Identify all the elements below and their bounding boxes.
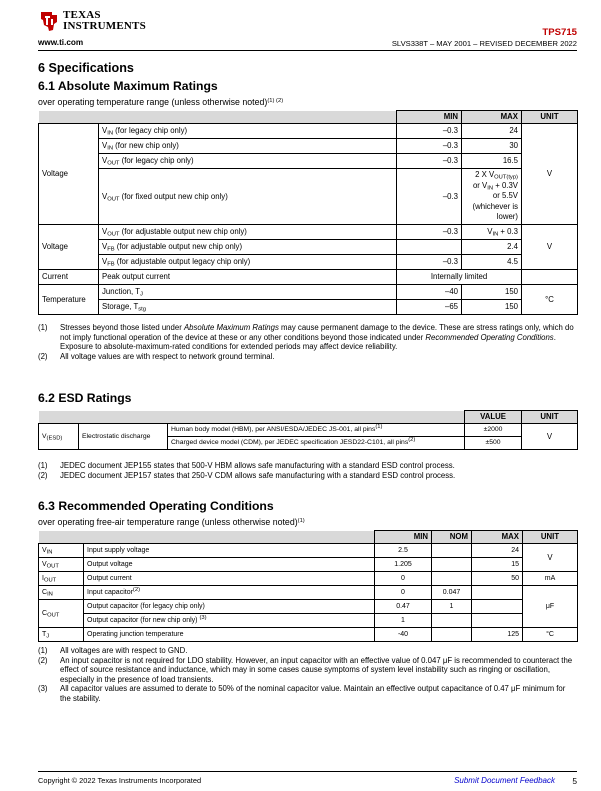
- peak-value: Internally limited: [397, 270, 522, 285]
- max: 24: [462, 124, 522, 139]
- max: 50: [472, 572, 523, 586]
- note-emph: Absolute Maximum Ratings: [183, 323, 279, 332]
- table-row: [39, 169, 578, 225]
- col-unit: UNIT: [523, 531, 578, 544]
- roc-notes: [38, 646, 578, 704]
- table-row: [39, 255, 578, 270]
- note-number: (2): [38, 655, 48, 665]
- storage-sub: stg: [138, 306, 146, 313]
- footnote: [38, 352, 578, 362]
- note-text: All capacitor values are assumed to derate to 50% of the nominal capacitor value. Maintain an effective output capacitance of 0.47 μF minimum for the stability.: [60, 684, 566, 703]
- desc: Output capacitor (for legacy chip only): [84, 600, 375, 614]
- col-max: MAX: [472, 531, 523, 544]
- sym-sub: FB: [107, 261, 115, 268]
- note-emph: Recommended Operating Conditions: [425, 332, 554, 342]
- group-temperature: Temperature: [39, 285, 99, 315]
- footnote: [38, 471, 578, 481]
- note-number: (1): [38, 646, 48, 655]
- revision-text: SLVS338T – MAY 2001 – REVISED DECEMBER 2022: [391, 39, 577, 48]
- unit: V: [522, 225, 578, 270]
- sym: V: [102, 156, 108, 166]
- unit: V: [522, 424, 578, 450]
- unit: V: [522, 124, 578, 225]
- junction-sub: J: [140, 291, 143, 298]
- logo-line-2: INSTRUMENTS: [63, 19, 146, 32]
- desc: (for legacy chip only): [119, 156, 194, 166]
- cdm-value: ±500: [465, 437, 522, 450]
- table-row: [39, 300, 578, 315]
- col-unit: UNIT: [522, 111, 578, 124]
- fixed-max-cell: [462, 169, 522, 225]
- sym: C: [42, 609, 48, 617]
- max: 30: [462, 139, 522, 154]
- sym-sub: OUT: [46, 563, 59, 570]
- sym-sub: OUT: [107, 160, 120, 167]
- unit: mA: [523, 572, 578, 586]
- group-voltage: Voltage: [39, 124, 99, 225]
- table-header-row: [39, 531, 578, 544]
- table-row: [39, 614, 578, 628]
- min: –65: [397, 300, 462, 315]
- note-text: All voltage values are with respect to network ground terminal.: [60, 351, 275, 361]
- part-number[interactable]: TPS715: [542, 27, 577, 38]
- esd-label: Electrostatic discharge: [79, 424, 168, 450]
- col-min: MIN: [375, 531, 432, 544]
- note-text: . Exposure to absolute-maximum-rated conditions for extended periods may affect device reliability.: [60, 332, 556, 352]
- min: –0.3: [397, 255, 462, 270]
- note-text: JEDEC document JEP157 states that 250-V CDM allows safe manufacturing with a standard ESD control process.: [60, 470, 456, 480]
- desc: Input supply voltage: [84, 544, 375, 558]
- group-current: Current: [39, 270, 99, 285]
- note-text: Stresses beyond those listed under: [60, 323, 184, 332]
- table-row: [39, 600, 578, 614]
- amr-title: 6.1 Absolute Maximum Ratings: [38, 79, 218, 93]
- table-row: [39, 572, 578, 586]
- storage-label: Storage, T: [102, 302, 139, 312]
- desc-note[interactable]: (2): [132, 586, 141, 593]
- sym-sub: OUT: [107, 196, 120, 203]
- desc-note[interactable]: (3): [199, 614, 207, 621]
- desc: Output current: [84, 572, 375, 586]
- ti-logo[interactable]: [38, 10, 146, 32]
- max: 150: [462, 285, 522, 300]
- min: –0.3: [397, 154, 462, 169]
- roc-caption-note[interactable]: (1): [297, 518, 305, 524]
- desc: (for adjustable output new chip only): [114, 242, 243, 252]
- sym-sub: IN: [107, 130, 114, 137]
- adj-max: V: [487, 227, 493, 237]
- fixed-max-line-2: or V: [472, 180, 488, 190]
- sym: V: [102, 257, 108, 267]
- nom: 0.047: [432, 586, 472, 600]
- amr-caption: [38, 97, 283, 107]
- page-number: 5: [572, 776, 577, 786]
- max: 150: [462, 300, 522, 315]
- sym-sub: IN: [47, 591, 53, 598]
- fixed-max-line-1: 2 X V: [475, 170, 495, 180]
- fixed-max-line-2-post: + 0.3V: [493, 180, 518, 190]
- footer-divider: [38, 771, 577, 772]
- max: 15: [472, 558, 523, 572]
- section-title: 6 Specifications: [38, 61, 134, 75]
- esd-notes: [38, 461, 578, 480]
- roc-caption-text: over operating free-air temperature range (unless otherwise noted): [38, 517, 298, 527]
- amr-table: [38, 110, 578, 315]
- col-max: MAX: [462, 111, 522, 124]
- table-row: [39, 124, 578, 139]
- table-row: [39, 544, 578, 558]
- sym: C: [42, 588, 48, 596]
- unit: °C: [522, 285, 578, 315]
- footnote: [38, 323, 578, 352]
- ti-logo-icon: [38, 10, 60, 32]
- sym-sub: IN: [107, 145, 114, 152]
- sym: T: [42, 630, 47, 638]
- note-text: JEDEC document JEP155 states that 500-V HBM allows safe manufacturing with a standard ESD control process.: [60, 461, 455, 470]
- col-unit: UNIT: [522, 411, 578, 424]
- unit: °C: [523, 628, 578, 642]
- cdm-text: Charged device model (CDM), per JEDEC specification JESD22-C101, all pins: [171, 439, 409, 447]
- sym: V: [102, 126, 108, 136]
- sym: V: [42, 546, 47, 554]
- copyright: Copyright © 2022 Texas Instruments Incorporated: [38, 776, 202, 785]
- website-link[interactable]: www.ti.com: [38, 38, 84, 47]
- fixed-max-line-3: or 5.5V: [492, 191, 518, 201]
- fixed-max-line-4: (whichever is: [472, 201, 518, 211]
- amr-caption-text: over operating temperature range (unless otherwise noted): [38, 97, 268, 107]
- table-row: [39, 628, 578, 642]
- desc: Output capacitor (for new chip only): [87, 616, 200, 624]
- group-voltage-2: Voltage: [39, 225, 99, 270]
- fixed-max-sub-1: OUT(typ): [494, 174, 518, 181]
- cdm-note[interactable]: (2): [408, 437, 416, 444]
- max: 24: [472, 544, 523, 558]
- sym: V: [102, 141, 108, 151]
- submit-feedback-link[interactable]: Submit Document Feedback: [454, 776, 555, 785]
- desc: Operating junction temperature: [84, 628, 375, 642]
- sym: V: [102, 227, 108, 237]
- adj-max-sub: IN: [492, 231, 499, 238]
- max: 16.5: [462, 154, 522, 169]
- col-min: MIN: [397, 111, 462, 124]
- table-row: [39, 270, 578, 285]
- max: 4.5: [462, 255, 522, 270]
- min: –40: [397, 285, 462, 300]
- col-nom: NOM: [432, 531, 472, 544]
- table-row: [39, 139, 578, 154]
- note-number: (3): [38, 684, 48, 694]
- page-header: [38, 8, 577, 48]
- min: [397, 240, 462, 255]
- esd-sym: V: [42, 432, 47, 440]
- sym: I: [42, 574, 44, 582]
- esd-title: 6.2 ESD Ratings: [38, 391, 132, 405]
- esd-table: [38, 410, 578, 450]
- desc: (for legacy chip only): [113, 126, 188, 136]
- sym: V: [42, 560, 47, 568]
- min: –0.3: [397, 124, 462, 139]
- min: –0.3: [397, 169, 462, 225]
- junction-label: Junction, T: [102, 287, 140, 297]
- desc: Input capacitor: [87, 588, 133, 596]
- header-divider: [38, 50, 577, 51]
- sym: V: [102, 191, 108, 201]
- min: –0.3: [397, 225, 462, 240]
- roc-caption: [38, 517, 305, 527]
- fixed-max-sub-2: IN: [487, 185, 494, 192]
- unit: μF: [523, 586, 578, 628]
- note-text: An input capacitor is not required for LDO stability. However, an input capacitor with an effective value of 0.047 μF is recommended to counteract the effect of source resistance and inductance, which may in some cases cause symptoms of system level instability such as ringing or oscillation, especially in the presence of load transients.: [60, 655, 573, 684]
- table-header-row: [39, 411, 578, 424]
- desc: (for adjustable output new chip only): [119, 227, 247, 237]
- nom: 1: [432, 600, 472, 614]
- sym-sub: IN: [46, 549, 53, 556]
- amr-notes: [38, 323, 578, 361]
- min: -40: [375, 628, 432, 642]
- roc-table: [38, 530, 578, 642]
- sym-sub: OUT: [107, 231, 120, 238]
- min: 0.47: [375, 600, 432, 614]
- hbm-note[interactable]: (1): [375, 424, 383, 431]
- note-number: (1): [38, 461, 48, 470]
- note-number: (2): [38, 351, 48, 361]
- table-row: [39, 225, 578, 240]
- amr-caption-notes[interactable]: (1) (2): [267, 98, 284, 104]
- roc-title: 6.3 Recommended Operating Conditions: [38, 499, 274, 513]
- desc: Output voltage: [84, 558, 375, 572]
- sym-sub: OUT: [47, 612, 60, 619]
- table-row: [39, 240, 578, 255]
- hbm-value: ±2000: [465, 424, 522, 437]
- hbm-text: Human body model (HBM), per ANSI/ESDA/JEDEC JS-001, all pins: [171, 426, 376, 434]
- min: 2.5: [375, 544, 432, 558]
- unit: V: [523, 544, 578, 572]
- table-row: [39, 285, 578, 300]
- table-row: [39, 558, 578, 572]
- table-row: [39, 586, 578, 600]
- esd-sym-sub: (ESD): [46, 435, 63, 442]
- max: 125: [472, 628, 523, 642]
- min: 1.205: [375, 558, 432, 572]
- min: 0: [375, 572, 432, 586]
- fixed-max-line-5: lower): [496, 212, 518, 222]
- note-text: All voltages are with respect to GND.: [60, 646, 188, 655]
- desc: (for adjustable output legacy chip only): [114, 257, 251, 267]
- sym-sub: FB: [107, 246, 115, 253]
- desc: (for fixed output new chip only): [119, 191, 228, 201]
- min: 1: [375, 614, 432, 628]
- table-header-row: [39, 111, 578, 124]
- footnote: [38, 684, 578, 703]
- min: –0.3: [397, 139, 462, 154]
- sym-sub: J: [46, 633, 50, 640]
- min: 0: [375, 586, 432, 600]
- footnote: [38, 646, 578, 656]
- footnote: [38, 461, 578, 471]
- note-number: (2): [38, 470, 48, 480]
- peak-label: Peak output current: [99, 270, 397, 285]
- table-row: [39, 154, 578, 169]
- logo-line-1: TEXAS: [63, 9, 101, 21]
- max: 2.4: [462, 240, 522, 255]
- sym-sub: OUT: [43, 577, 57, 584]
- desc: (for new chip only): [113, 141, 179, 151]
- table-row: [39, 424, 578, 437]
- note-number: (1): [38, 323, 48, 332]
- note-text: may cause permanent damage to the device. These are stress ratings only, which do not imply functional operation of the device at these or any other conditions beyond those indicated under: [60, 323, 574, 342]
- sym: V: [102, 242, 108, 252]
- col-value: VALUE: [465, 411, 522, 424]
- adj-max-post: + 0.3: [498, 227, 518, 237]
- footnote: [38, 656, 578, 685]
- adj-max-cell: [462, 225, 522, 240]
